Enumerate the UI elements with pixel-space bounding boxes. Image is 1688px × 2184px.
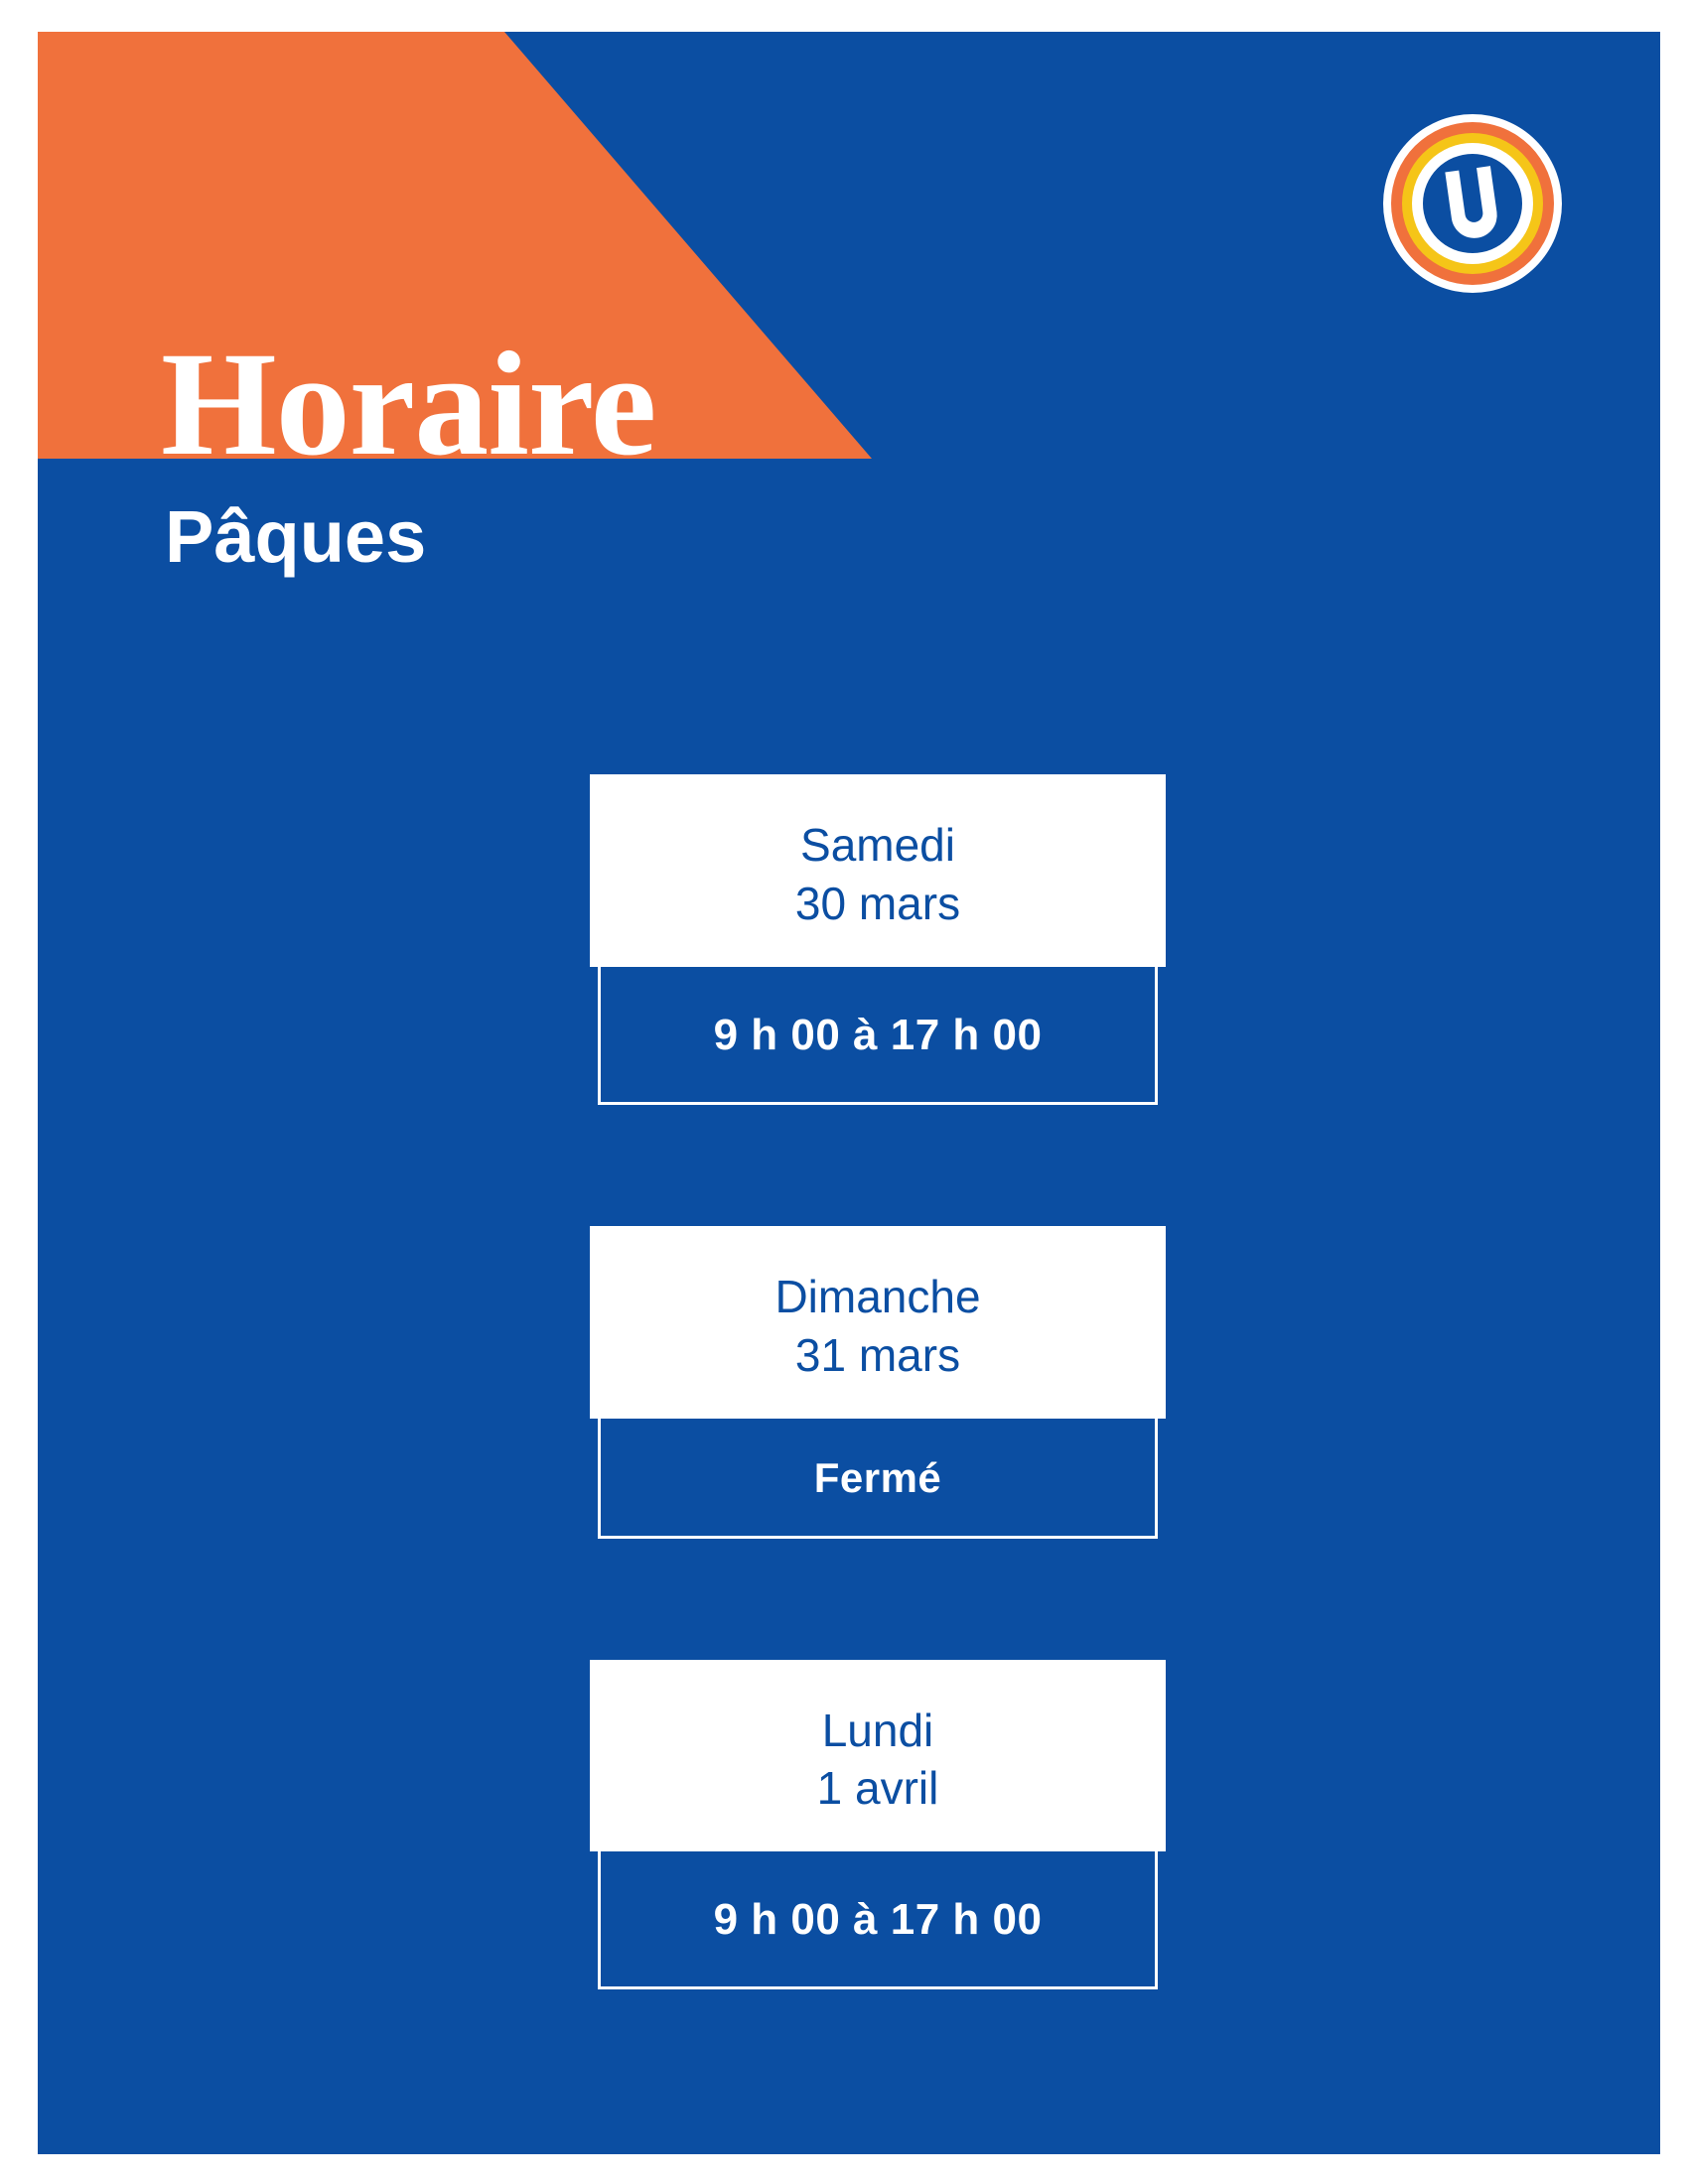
page-title: Horaire xyxy=(161,322,656,486)
schedule-date: 31 mars xyxy=(794,1328,961,1381)
schedule-card xyxy=(590,1660,1166,1990)
schedule-hours: 9 h 00 à 17 h 00 xyxy=(598,967,1158,1105)
page-subtitle: Pâques xyxy=(165,495,427,578)
schedule-hours: Fermé xyxy=(598,1419,1158,1539)
schedule-card-header xyxy=(590,774,1166,967)
schedule-card-header xyxy=(590,1226,1166,1419)
schedule-card-header xyxy=(590,1660,1166,1852)
schedule-card xyxy=(590,774,1166,1105)
title-block xyxy=(161,322,656,578)
brand-logo xyxy=(1380,111,1565,296)
schedule-day: Samedi xyxy=(800,819,955,871)
schedule-day: Dimanche xyxy=(774,1270,981,1322)
schedule-list xyxy=(590,774,1166,1989)
schedule-date: 30 mars xyxy=(794,877,961,929)
schedule-day: Lundi xyxy=(821,1704,934,1756)
schedule-hours: 9 h 00 à 17 h 00 xyxy=(598,1851,1158,1989)
poster-canvas xyxy=(38,32,1660,2154)
schedule-date: 1 avril xyxy=(816,1762,939,1815)
schedule-card xyxy=(590,1226,1166,1539)
